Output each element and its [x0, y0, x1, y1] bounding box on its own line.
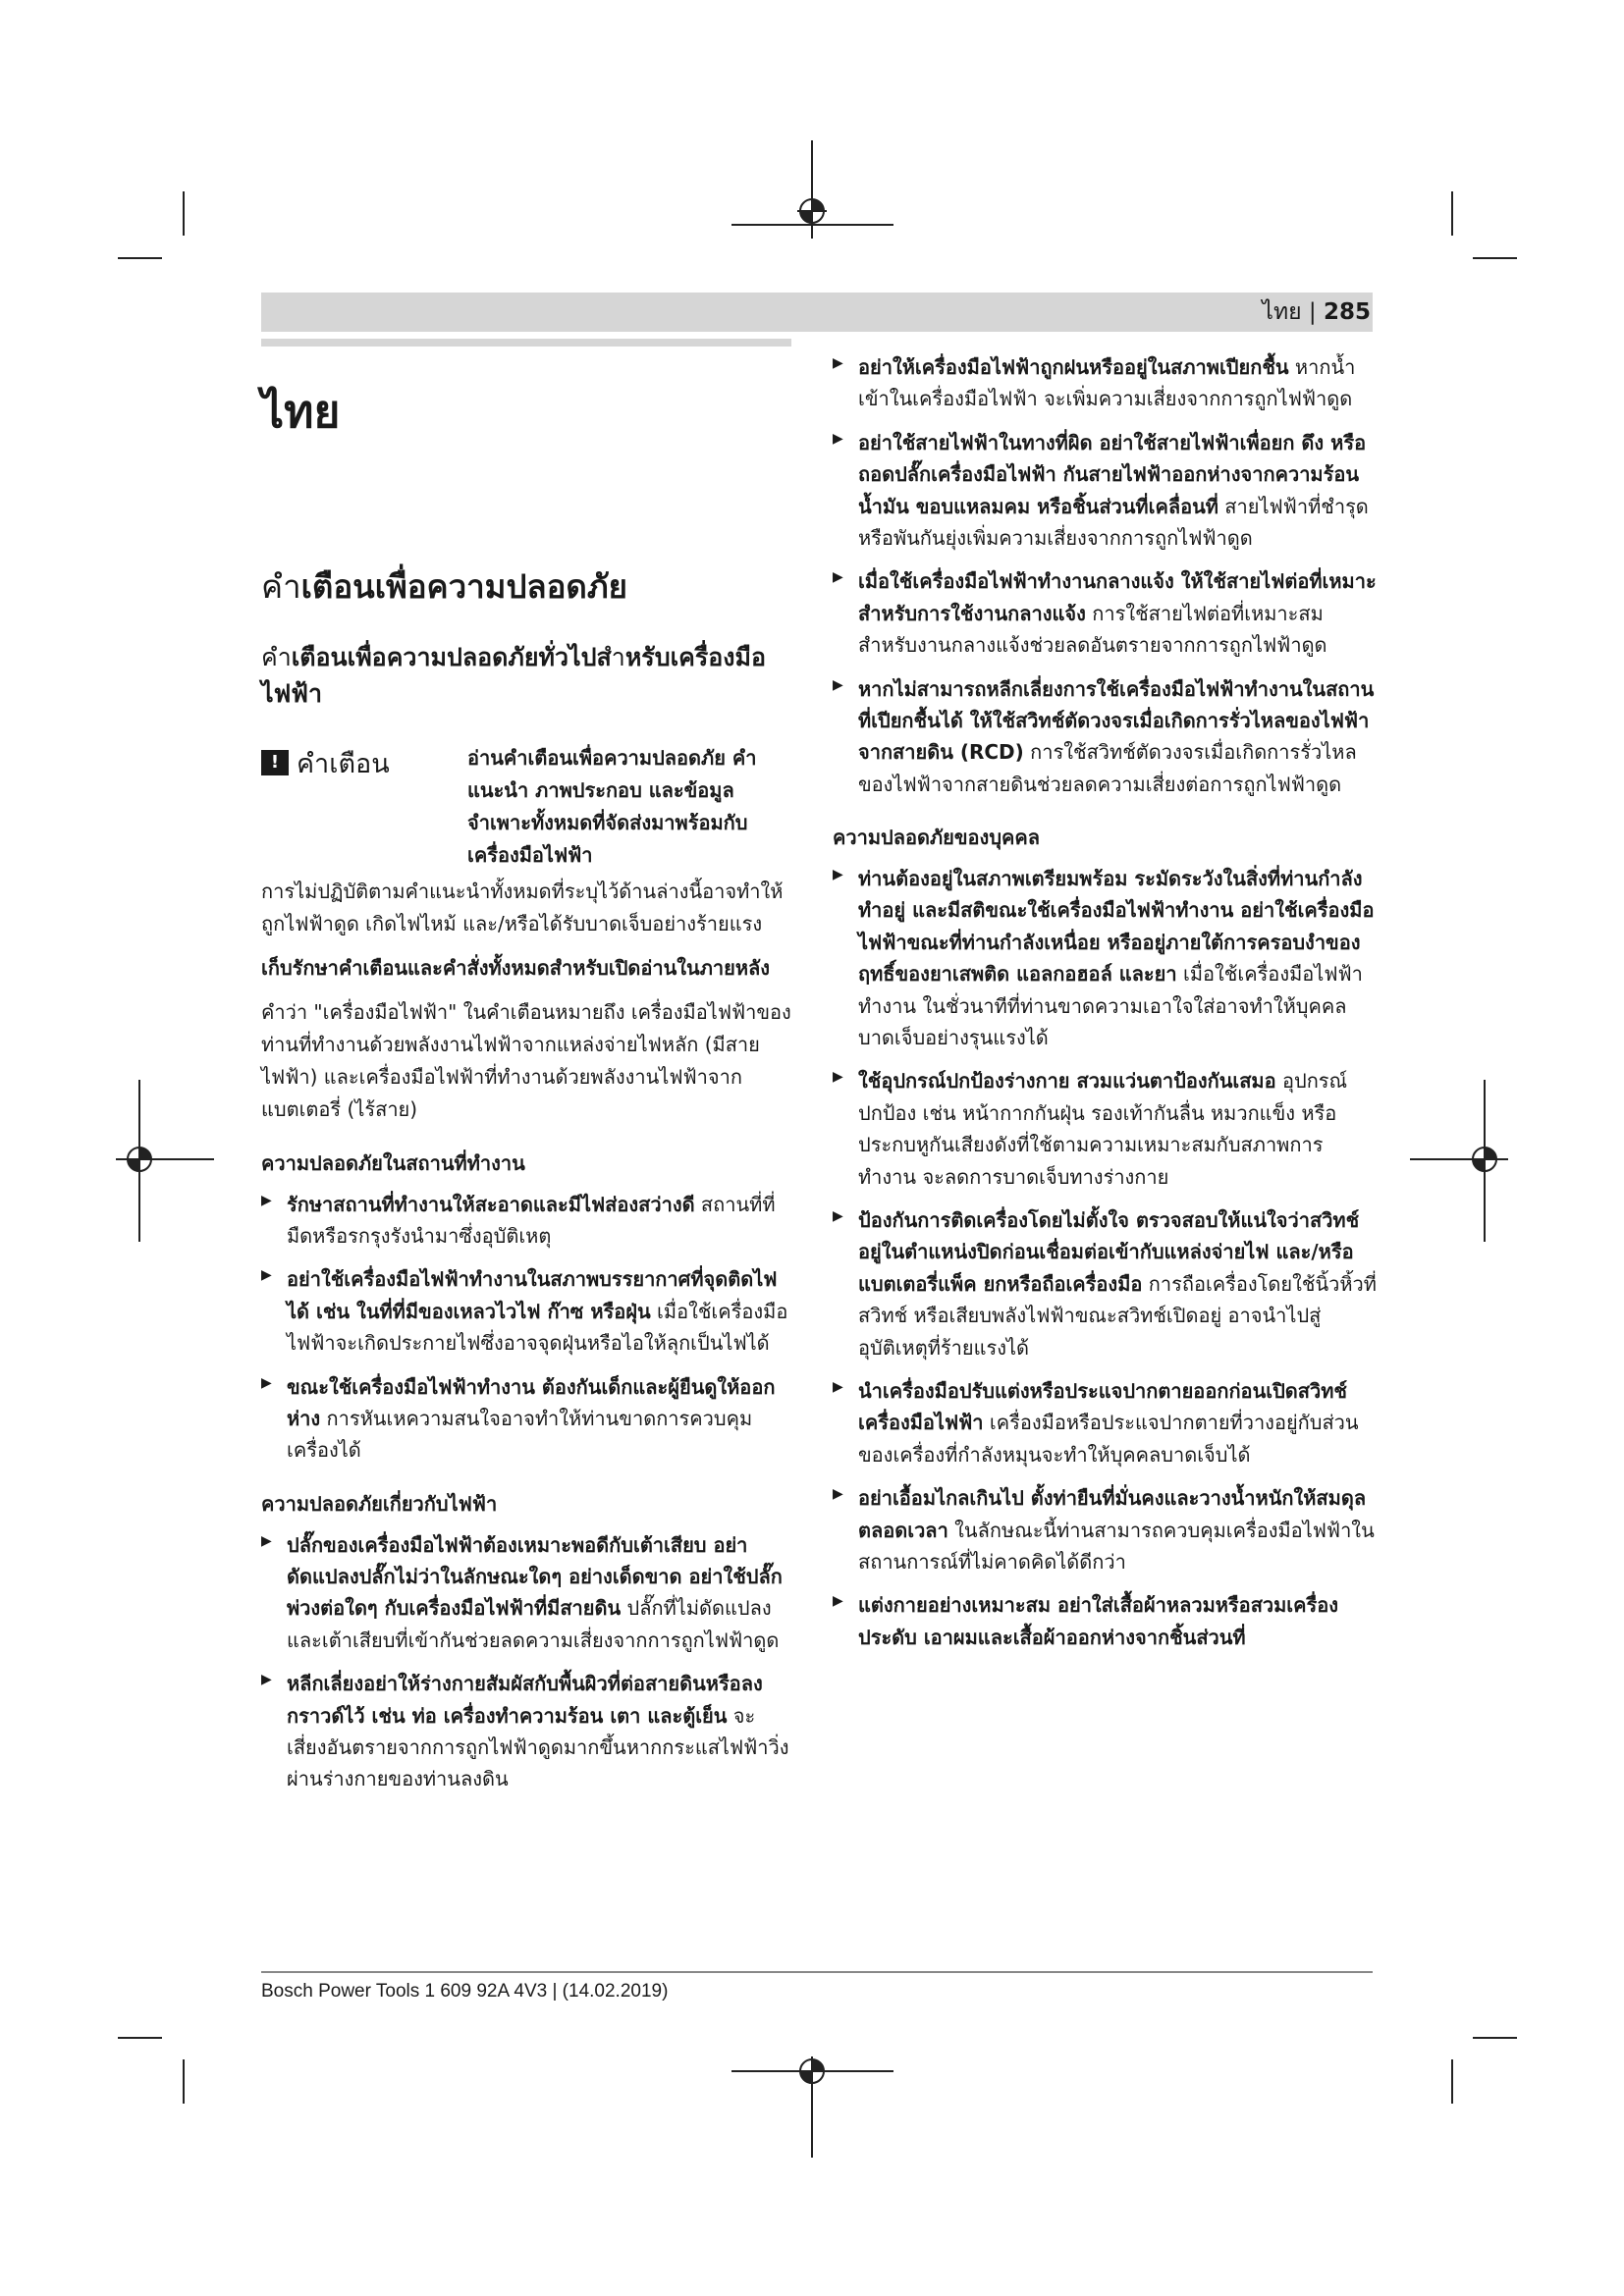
crop-mark	[1451, 2059, 1453, 2104]
item-text: การหันเหความสนใจอาจทำให้ท่านขาดการควบคุมเครื่องได้	[287, 1406, 753, 1463]
crop-mark	[183, 191, 185, 236]
subsection-title-part: หรับเครื่องมือไฟฟ้า	[261, 642, 767, 709]
item-text: การถือเครื่องโดยใช้นิ้วหิ้วที่สวิทช์ หรือเสียบพลังไฟฟ้าขณะสวิทช์เปิดอยู่ อาจนำไปสู่อุบัติเหตุที่ร้ายแรงได้	[858, 1271, 1377, 1360]
list-item	[833, 863, 1379, 1053]
item-text: การใช้สายไฟต่อที่เหมาะสมสำหรับงานกลางแจ้งช่วยลดอันตรายจากการถูกไฟฟ้าดูด	[858, 601, 1327, 658]
item-bold: ขณะใช้เครื่องมือไฟฟ้าทำงาน ต้องกันเด็กและผู้ยืนดูให้ออกห่าง	[287, 1374, 776, 1430]
item-text: ปลั๊กที่ไม่ดัดแปลงและเต้าเสียบที่เข้ากันช่วยลดความเสี่ยงจากการถูกไฟฟ้าดูด	[287, 1596, 780, 1652]
crop-mark	[118, 2037, 162, 2039]
list-item	[833, 1482, 1379, 1577]
left-column	[261, 339, 791, 1807]
page-header	[261, 293, 1373, 332]
item-text: จะเสี่ยงอันตรายจากการถูกไฟฟ้าดูดมากขึ้นหากกระแสไฟฟ้าวิ่งผ่านร่างกายของท่านลงดิน	[287, 1703, 789, 1791]
item-bold: หลีกเลี่ยงอย่าให้ร่างกายสัมผัสกับพื้นผิวที่ต่อสายดินหรือลงกราวด์ไว้ เช่น ท่อ เครื่องทำความร้อน เตา และตู้เย็น	[287, 1672, 763, 1728]
crop-mark	[1473, 257, 1517, 259]
list-item	[833, 1589, 1379, 1653]
list-item	[833, 565, 1379, 661]
work-area-list	[261, 1189, 791, 1467]
list-item	[261, 1529, 791, 1657]
subsection-title-part: คำ	[261, 642, 292, 671]
registration-mark-icon	[125, 1145, 154, 1174]
electrical-heading: ความปลอดภัยเกี่ยวกับไฟฟ้า	[261, 1491, 498, 1516]
list-item	[261, 1263, 791, 1359]
electrical-list-continued	[833, 351, 1379, 800]
section-title-normal: คำ	[261, 567, 301, 606]
list-item	[833, 1204, 1379, 1363]
item-text: เมื่อใช้เครื่องมือไฟฟ้าทำงาน ในชั่วนาทีที่ท่านขาดความเอาใจใส่อาจทำให้บุคคลบาดเจ็บอย่างรุนแรงได้	[858, 962, 1363, 1050]
registration-mark-icon	[797, 196, 827, 226]
right-column	[833, 351, 1379, 1665]
warning-label	[261, 742, 467, 784]
work-area-heading: ความปลอดภัยในสถานที่ทำงาน	[261, 1150, 525, 1175]
item-text: สายไฟฟ้าที่ชำรุดหรือพันกันยุ่งเพิ่มความเสี่ยงจากการถูกไฟฟ้าดูด	[858, 494, 1369, 550]
header-language: ไทย	[1262, 299, 1302, 325]
header-separator: |	[1301, 299, 1324, 325]
subsection-title-part: เตือนเพื่อความปลอดภัยทั่วไปส	[291, 642, 612, 671]
crop-mark	[118, 257, 162, 259]
item-bold: อย่าใช้เครื่องมือไฟฟ้าทำงานในสภาพบรรยากาศที่จุดติดไฟได้ เช่น ในที่ที่มีของเหลวไวไฟ ก๊าซ หรือฝุ่น	[287, 1267, 778, 1323]
subsection-title-part: ำ	[611, 642, 625, 671]
keep-instructions-heading: เก็บรักษาคำเตือนและคำสั่งทั้งหมดสำหรับเปิดอ่านในภายหลัง	[261, 955, 771, 980]
footer-rule	[261, 1971, 1373, 1973]
list-item	[261, 1668, 791, 1795]
item-bold: ท่านต้องอยู่ในสภาพเตรียมพร้อม ระมัดระวังในสิ่งที่ท่านกำลังทำอยู่ และมีสติขณะใช้เครื่องมือไฟฟ้าทำงาน อย่าใช้เครื่องมือไฟฟ้าขณะที่ท่านกำลังเหนื่อย หรืออยู่ภายใต้การครอบงำของฤทธิ์ของยาเสพติด แอลกอฮอล์ และยา	[858, 867, 1375, 987]
item-bold: ป้องกันการติดเครื่องโดยไม่ตั้งใจ ตรวจสอบให้แน่ใจว่าสวิทช์อยู่ในตำแหน่งปิดก่อนเชื่อมต่อเข้ากับแหล่งจ่ายไฟ และ/หรือแบตเตอรี่แพ็ค ยกหรือถือเครื่องมือ	[858, 1207, 1360, 1296]
item-text: ในลักษณะนี้ท่านสามารถควบคุมเครื่องมือไฟฟ้าในสถานการณ์ที่ไม่คาดคิดได้ดีกว่า	[858, 1518, 1375, 1574]
list-item	[833, 673, 1379, 801]
electrical-list	[261, 1529, 791, 1795]
warning-icon	[261, 750, 289, 775]
item-text: เครื่องมือหรือประแจปากตายที่วางอยู่กับส่วนของเครื่องที่กำลังหมุนจะทำให้บุคคลบาดเจ็บได้	[858, 1411, 1359, 1467]
item-text: เมื่อใช้เครื่องมือไฟฟ้าจะเกิดประกายไฟซึ่งอาจจุดฝุ่นหรือไอให้ลุกเป็นไฟได้	[287, 1299, 788, 1356]
item-bold: นำเครื่องมือปรับแต่งหรือประแจปากตายออกก่อนเปิดสวิทช์เครื่องมือไฟฟ้า	[858, 1378, 1347, 1435]
section-title	[261, 565, 791, 610]
item-bold: ปลั๊กของเครื่องมือไฟฟ้าต้องเหมาะพอดีกับเต้าเสียบ อย่าดัดแปลงปลั๊กไม่ว่าในลักษณะใดๆ อย่างเด็ดขาด อย่าใช้ปลั๊กพ่วงต่อใดๆ กับเครื่องมือไฟฟ้าที่มีสายดิน	[287, 1532, 783, 1621]
page-number: 285	[1323, 299, 1371, 325]
item-bold: อย่าให้เครื่องมือไฟฟ้าถูกฝนหรืออยู่ในสภาพเปียกชื้น	[858, 355, 1289, 379]
item-bold: อย่าใช้สายไฟฟ้าในทางที่ผิด อย่าใช้สายไฟฟ้าเพื่อยก ดึง หรือถอดปลั๊กเครื่องมือไฟฟ้า กันสายไฟฟ้าออกห่างจากความร้อน น้ำมัน ขอบแหลมคม หรือชิ้นส่วนที่เคลื่อนที่	[858, 430, 1367, 518]
registration-mark-icon	[1470, 1145, 1499, 1174]
intro-paragraph: การไม่ปฏิบัติตามคำแนะนำทั้งหมดที่ระบุไว้ด้านล่างนี้อาจทำให้ถูกไฟฟ้าดูด เกิดไฟไหม้ และ/หรือได้รับบาดเจ็บอย่างร้ายแรง	[261, 879, 784, 935]
warning-block	[261, 742, 791, 872]
list-item	[833, 427, 1379, 555]
item-bold: หากไม่สามารถหลีกเลี่ยงการใช้เครื่องมือไฟฟ้าทำงานในสถานที่เปียกชื้นได้ ให้ใช้สวิทช์ตัดวงจรเมื่อเกิดการรั่วไหลของไฟฟ้าจากสายดิน (RCD)	[858, 676, 1375, 765]
list-item	[833, 351, 1379, 415]
crop-mark	[1473, 2037, 1517, 2039]
item-text: การใช้สวิทช์ตัดวงจรเมื่อเกิดการรั่วไหลของไฟฟ้าจากสายดินช่วยลดความเสี่ยงต่อการถูกไฟฟ้าดูด	[858, 740, 1357, 796]
page-title: ไทย	[261, 385, 341, 438]
registration-mark-icon	[797, 2056, 827, 2086]
subsection-title	[261, 639, 791, 713]
warning-label-text: คำเตือน	[297, 748, 390, 779]
item-text: หากน้ำเข้าในเครื่องมือไฟฟ้า จะเพิ่มความเสี่ยงจากการถูกไฟฟ้าดูด	[858, 355, 1356, 411]
item-bold: รักษาสถานที่ทำงานให้สะอาดและมีไฟส่องสว่างดี	[287, 1192, 695, 1216]
crop-mark	[183, 2059, 185, 2104]
definition-paragraph: คำว่า "เครื่องมือไฟฟ้า" ในคำเตือนหมายถึง เครื่องมือไฟฟ้าของท่านที่ทำงานด้วยพลังงานไฟฟ้าจากแหล่งจ่ายไฟหลัก (มีสายไฟฟ้า) และเครื่องมือไฟฟ้าที่ทำงานด้วยพลังงานไฟฟ้าจากแบตเตอรี่ (ไร้สาย)	[261, 999, 791, 1121]
item-bold: อย่าเอื้อมไกลเกินไป ตั้งท่ายืนที่มั่นคงและวางน้ำหนักให้สมดุลตลอดเวลา	[858, 1486, 1367, 1542]
list-item	[833, 1375, 1379, 1470]
crop-mark	[1451, 191, 1453, 236]
header-text	[1262, 293, 1373, 332]
warning-text: อ่านคำเตือนเพื่อความปลอดภัย คำแนะนำ ภาพประกอบ และข้อมูลจำเพาะทั้งหมดที่จัดส่งมาพร้อมกับเครื่องมือไฟฟ้า	[467, 745, 757, 867]
list-item	[833, 1065, 1379, 1193]
item-text: อุปกรณ์ปกป้อง เช่น หน้ากากกันฝุ่น รองเท้ากันลื่น หมวกแข็ง หรือประกบหูกันเสียงดังที่ใช้ตามความเหมาะสมกับสภาพการทำงาน จะลดการบาดเจ็บทางร่างกาย	[858, 1069, 1348, 1189]
item-bold: เมื่อใช้เครื่องมือไฟฟ้าทำงานกลางแจ้ง ให้ใช้สายไฟต่อที่เหมาะสำหรับการใช้งานกลางแจ้ง	[858, 569, 1377, 625]
list-item	[261, 1189, 791, 1253]
column-rule	[261, 339, 791, 347]
personal-safety-heading: ความปลอดภัยของบุคคล	[833, 826, 1041, 850]
item-bold: แต่งกายอย่างเหมาะสม อย่าใส่เสื้อผ้าหลวมหรือสวมเครื่องประดับ เอาผมและเสื้อผ้าออกห่างจากชิ้นส่วนที่	[858, 1593, 1339, 1649]
item-bold: ใช้อุปกรณ์ปกป้องร่างกาย สวมแว่นตาป้องกันเสมอ	[858, 1069, 1276, 1094]
list-item	[261, 1371, 791, 1467]
section-title-bold: เตือนเพื่อความปลอดภัย	[300, 567, 627, 606]
footer-text: Bosch Power Tools 1 609 92A 4V3 | (14.02.2019)	[261, 1981, 669, 2002]
personal-safety-list	[833, 863, 1379, 1653]
item-text: สถานที่ที่มืดหรือรกรุงรังนำมาซึ่งอุบัติเหตุ	[287, 1192, 776, 1248]
